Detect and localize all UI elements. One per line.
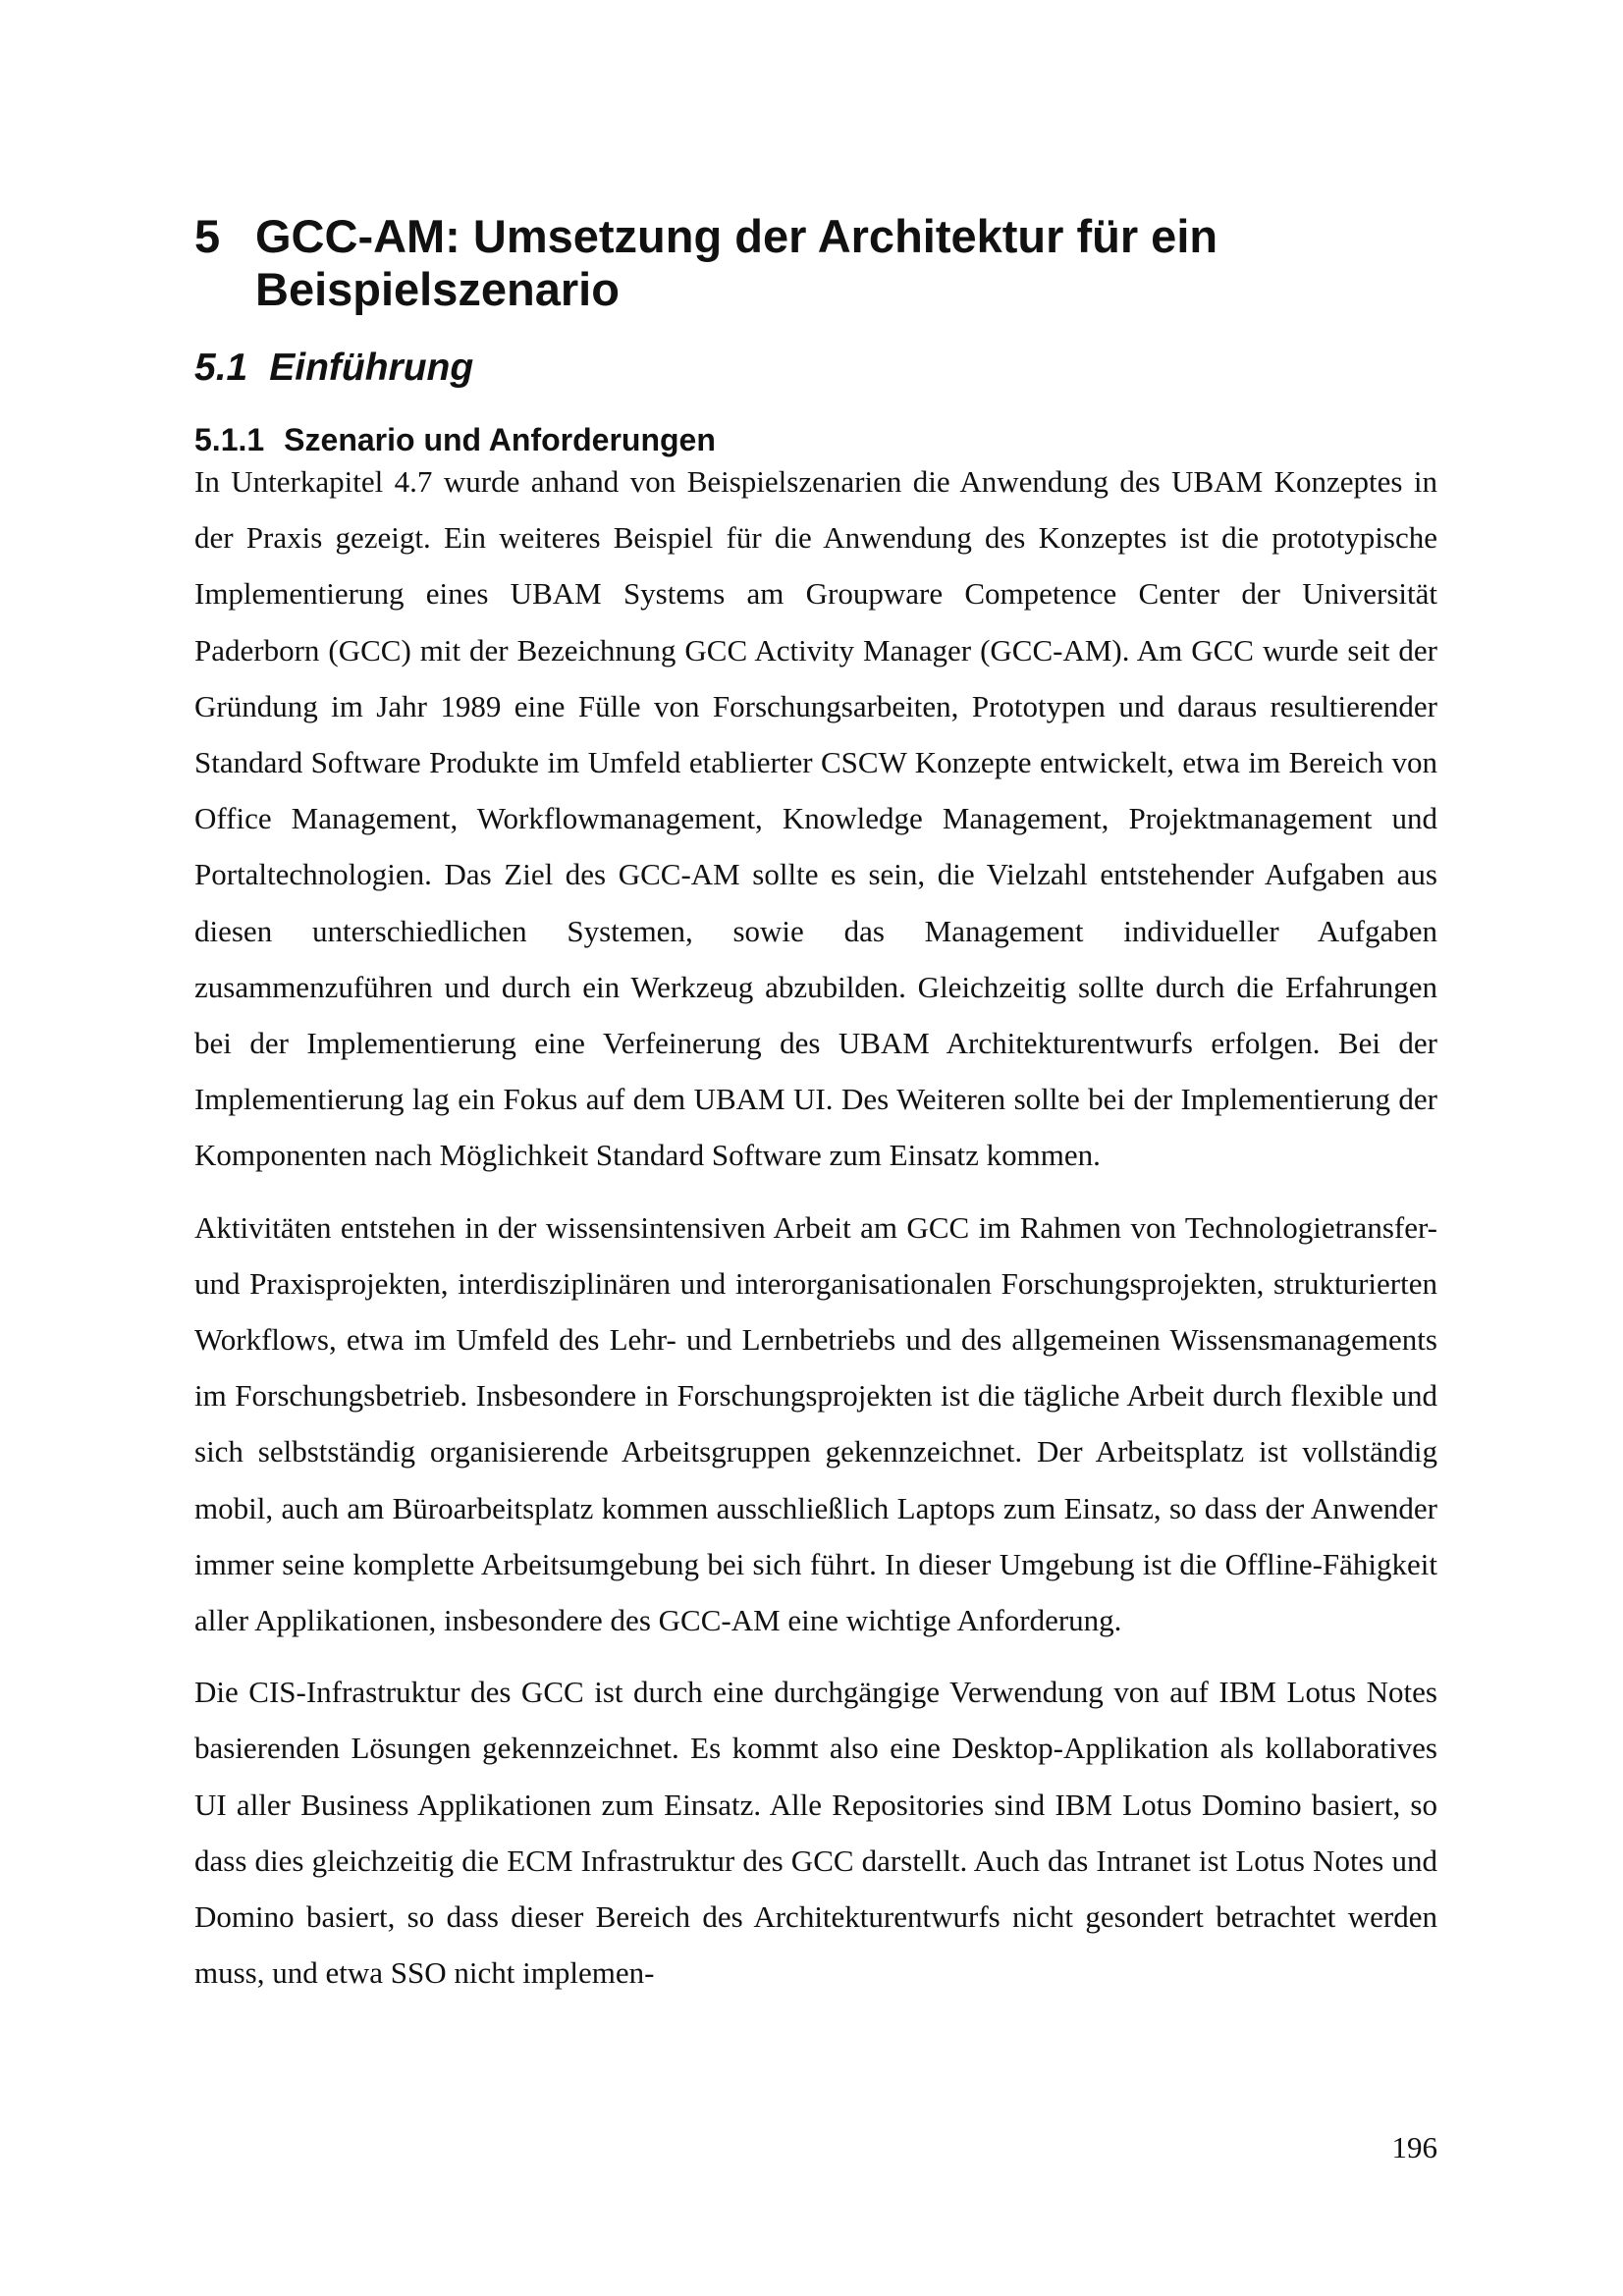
chapter-title: GCC-AM: Umsetzung der Architektur für ein Beispielszenario (255, 210, 1218, 315)
document-page (194, 196, 1437, 2001)
chapter-number: 5 (194, 210, 221, 262)
body-paragraph: In Unterkapitel 4.7 wurde anhand von Beispielszenarien die Anwendung des UBAM Konzeptes in der Praxis gezeigt. Ein weiteres Beispiel für die Anwendung des Konzeptes ist die prototypische Implementierung eines UBAM Systems am Groupware Competence Center der Universität Paderborn (GCC) mit der Bezeichnung GCC Activity Manager (GCC-AM). Am GCC wurde seit der Gründung im Jahr 1989 eine Fülle von Forschungsarbeiten, Prototypen und daraus resultierender Standard Software Produkte im Umfeld etablierter CSCW Konzepte entwickelt, etwa im Bereich von Office Management, Workflowmanagement, Knowledge Management, Projektmanagement und Portaltechnologien. Das Ziel des GCC-AM sollte es sein, die Vielzahl entstehender Aufgaben aus diesen unterschiedlichen Systemen, sowie das Management individueller Aufgaben zusammenzuführen und durch ein Werkzeug abzubilden. Gleichzeitig sollte durch die Erfahrungen bei der Implementierung eine Verfeinerung des UBAM Architekturentwurfs erfolgen. Bei der Implementierung lag ein Fokus auf dem UBAM UI. Des Weiteren sollte bei der Implementierung der Komponenten nach Möglichkeit Standard Software zum Einsatz kommen. (194, 464, 1437, 1173)
body-paragraph: Aktivitäten entstehen in der wissensintensiven Arbeit am GCC im Rahmen von Technologietransfer- und Praxisprojekten, interdisziplinären und interorganisationalen Forschungsprojekten, strukturierten Workflows, etwa im Umfeld des Lehr- und Lernbetriebs und des allgemeinen Wissensmanagements im Forschungsbetrieb. Insbesondere in Forschungsprojekten ist die tägliche Arbeit durch flexible und sich selbstständig organisierende Arbeitsgruppen gekennzeichnet. Der Arbeitsplatz ist vollständig mobil, auch am Büroarbeitsplatz kommen ausschließlich Laptops zum Einsatz, so dass der Anwender immer seine komplette Arbeitsumgebung bei sich führt. In dieser Umgebung ist die Offline-Fähigkeit aller Applikationen, insbesondere des GCC-AM eine wichtige Anforderung. (194, 1209, 1437, 1638)
section-title: Einführung (269, 347, 474, 389)
section-heading (194, 346, 1437, 391)
section-number: 5.1 (194, 347, 248, 389)
subsection-title: Szenario und Anforderungen (284, 422, 716, 457)
body-paragraph: Die CIS-Infrastruktur des GCC ist durch eine durchgängige Verwendung von auf IBM Lotus Notes basierenden Lösungen gekennzeichnet. Es kommt also eine Desktop-Applikation als kollaboratives UI aller Business Applikationen zum Einsatz. Alle Repositories sind IBM Lotus Domino basiert, so dass dies gleichzeitig die ECM Infrastruktur des GCC darstellt. Auch das Intranet ist Lotus Notes und Domino basiert, so dass dieser Bereich des Architekturentwurfs nicht gesondert betrachtet werden muss, und etwa SSO nicht implemen- (194, 1675, 1437, 1991)
chapter-heading (194, 210, 1437, 316)
subsection-number: 5.1.1 (194, 422, 265, 457)
page-number: 196 (1391, 2130, 1437, 2164)
